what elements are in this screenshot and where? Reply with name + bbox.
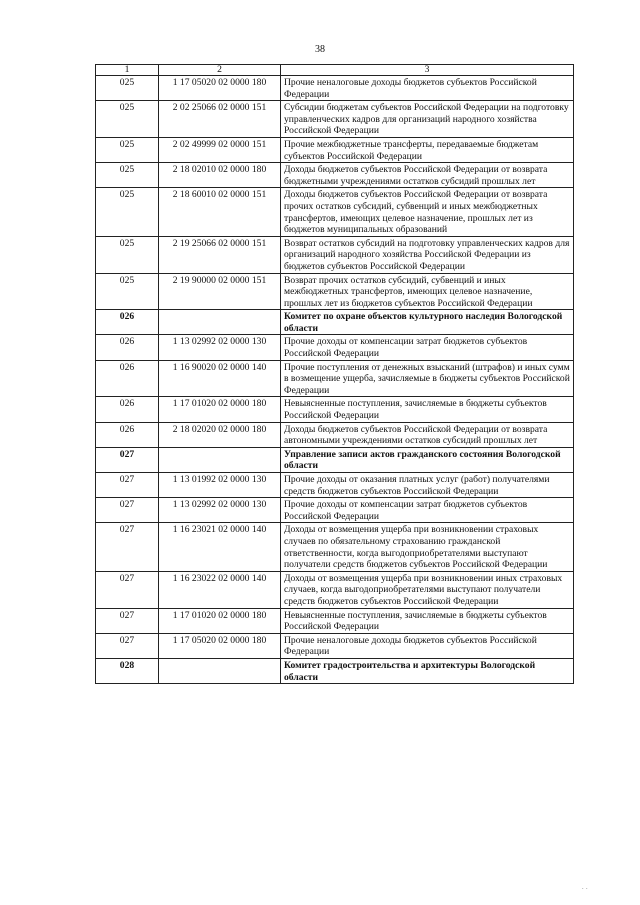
revenue-name-cell: Прочие межбюджетные трансферты, передаваемые бюджетам субъектов Российской Федерации	[281, 137, 574, 162]
revenue-name-cell: Прочие доходы от компенсации затрат бюджетов субъектов Российской Федерации	[281, 335, 574, 360]
revenue-code-cell: 1 13 01992 02 0000 130	[159, 473, 281, 498]
revenue-code-cell: 1 16 23022 02 0000 140	[159, 571, 281, 608]
revenue-name-cell: Возврат остатков субсидий на подготовку управленческих кадров для организаций народного хозяйства Российской Федерации из бюджетов субъектов Российской Федерации	[281, 236, 574, 273]
revenue-code-cell	[159, 310, 281, 335]
admin-code-cell: 025	[96, 188, 159, 236]
revenue-name-cell: Доходы от возмещения ущерба при возникновении страховых случаев по обязательному страхованию гражданской ответственности, когда выгодоприобретателями выступают получатели средств бюджетов субъектов Российской Федерации	[281, 523, 574, 571]
table-row	[96, 498, 574, 523]
table-row	[96, 608, 574, 633]
table-row	[96, 273, 574, 310]
revenue-codes-table	[95, 64, 574, 684]
revenue-code-cell: 1 17 05020 02 0000 180	[159, 76, 281, 101]
table-section-row	[96, 658, 574, 683]
margin-mark: · ·	[581, 885, 588, 893]
admin-code-cell: 027	[96, 498, 159, 523]
admin-code-cell: 026	[96, 422, 159, 447]
header-col-1: 1	[96, 65, 159, 76]
table-section-row	[96, 310, 574, 335]
admin-code-cell: 025	[96, 273, 159, 310]
table-row	[96, 473, 574, 498]
admin-code-cell: 025	[96, 76, 159, 101]
table-row	[96, 137, 574, 162]
admin-code-cell: 026	[96, 335, 159, 360]
table-row	[96, 101, 574, 138]
revenue-name-cell: Доходы бюджетов субъектов Российской Федерации от возврата бюджетными учреждениями остатков субсидий прошлых лет	[281, 163, 574, 188]
revenue-code-cell: 2 19 90000 02 0000 151	[159, 273, 281, 310]
table-row	[96, 76, 574, 101]
table-row	[96, 188, 574, 236]
revenue-code-cell: 1 16 23021 02 0000 140	[159, 523, 281, 571]
revenue-name-cell: Невыясненные поступления, зачисляемые в бюджеты субъектов Российской Федерации	[281, 397, 574, 422]
table-row	[96, 422, 574, 447]
revenue-name-cell: Невыясненные поступления, зачисляемые в бюджеты субъектов Российской Федерации	[281, 608, 574, 633]
admin-code-cell: 025	[96, 236, 159, 273]
revenue-code-cell: 1 17 01020 02 0000 180	[159, 608, 281, 633]
table-row	[96, 360, 574, 397]
header-col-3: 3	[281, 65, 574, 76]
admin-code-cell: 027	[96, 523, 159, 571]
revenue-name-cell: Прочие поступления от денежных взысканий (штрафов) и иных сумм в возмещение ущерба, зачисляемые в бюджеты субъектов Российской Федерации	[281, 360, 574, 397]
header-col-2: 2	[159, 65, 281, 76]
revenue-code-cell: 1 13 02992 02 0000 130	[159, 498, 281, 523]
revenue-code-cell	[159, 447, 281, 472]
table-row	[96, 397, 574, 422]
table-row	[96, 335, 574, 360]
revenue-code-cell: 2 18 02020 02 0000 180	[159, 422, 281, 447]
revenue-name-cell: Прочие неналоговые доходы бюджетов субъектов Российской Федерации	[281, 633, 574, 658]
table-row	[96, 236, 574, 273]
admin-code-cell: 027	[96, 447, 159, 472]
page-number: 38	[315, 44, 325, 55]
revenue-code-cell: 1 17 01020 02 0000 180	[159, 397, 281, 422]
revenue-code-cell	[159, 658, 281, 683]
table-row	[96, 633, 574, 658]
revenue-name-cell: Возврат прочих остатков субсидий, субвенций и иных межбюджетных трансфертов, имеющих целевое назначение, прошлых лет из бюджетов субъектов Российской Федерации	[281, 273, 574, 310]
revenue-name-cell: Прочие неналоговые доходы бюджетов субъектов Российской Федерации	[281, 76, 574, 101]
admin-code-cell: 028	[96, 658, 159, 683]
table-body	[96, 76, 574, 684]
revenue-code-cell: 2 19 25066 02 0000 151	[159, 236, 281, 273]
table-row	[96, 523, 574, 571]
revenue-name-cell: Доходы бюджетов субъектов Российской Федерации от возврата прочих остатков субсидий, субвенций и иных межбюджетных трансфертов, имеющих целевое назначение, прошлых лет из бюджетов муниципальных образований	[281, 188, 574, 236]
admin-code-cell: 027	[96, 633, 159, 658]
admin-code-cell: 026	[96, 360, 159, 397]
revenue-code-cell: 1 16 90020 02 0000 140	[159, 360, 281, 397]
admin-code-cell: 025	[96, 101, 159, 138]
revenue-name-cell: Доходы бюджетов субъектов Российской Федерации от возврата автономными учреждениями остатков субсидий прошлых лет	[281, 422, 574, 447]
revenue-code-cell: 1 13 02992 02 0000 130	[159, 335, 281, 360]
admin-code-cell: 027	[96, 608, 159, 633]
revenue-name-cell: Доходы от возмещения ущерба при возникновении иных страховых случаев, когда выгодоприобретателями выступают получатели средств бюджетов субъектов Российской Федерации	[281, 571, 574, 608]
admin-code-cell: 026	[96, 397, 159, 422]
revenue-code-cell: 1 17 05020 02 0000 180	[159, 633, 281, 658]
revenue-name-cell: Прочие доходы от оказания платных услуг (работ) получателями средств бюджетов субъектов Российской Федерации	[281, 473, 574, 498]
table-row	[96, 163, 574, 188]
admin-code-cell: 027	[96, 571, 159, 608]
revenue-code-cell: 2 02 49999 02 0000 151	[159, 137, 281, 162]
revenue-name-cell: Субсидии бюджетам субъектов Российской Федерации на подготовку управленческих кадров для организаций народного хозяйства Российской Федерации	[281, 101, 574, 138]
table-section-row	[96, 447, 574, 472]
revenue-code-cell: 2 18 02010 02 0000 180	[159, 163, 281, 188]
revenue-name-cell: Комитет градостроительства и архитектуры Вологодской области	[281, 658, 574, 683]
table-row	[96, 571, 574, 608]
revenue-code-cell: 2 18 60010 02 0000 151	[159, 188, 281, 236]
admin-code-cell: 025	[96, 137, 159, 162]
admin-code-cell: 026	[96, 310, 159, 335]
revenue-code-cell: 2 02 25066 02 0000 151	[159, 101, 281, 138]
admin-code-cell: 027	[96, 473, 159, 498]
admin-code-cell: 025	[96, 163, 159, 188]
revenue-name-cell: Прочие доходы от компенсации затрат бюджетов субъектов Российской Федерации	[281, 498, 574, 523]
revenue-name-cell: Управление записи актов гражданского состояния Вологодской области	[281, 447, 574, 472]
revenue-name-cell: Комитет по охране объектов культурного наследия Вологодской области	[281, 310, 574, 335]
table-header-row	[96, 65, 574, 76]
